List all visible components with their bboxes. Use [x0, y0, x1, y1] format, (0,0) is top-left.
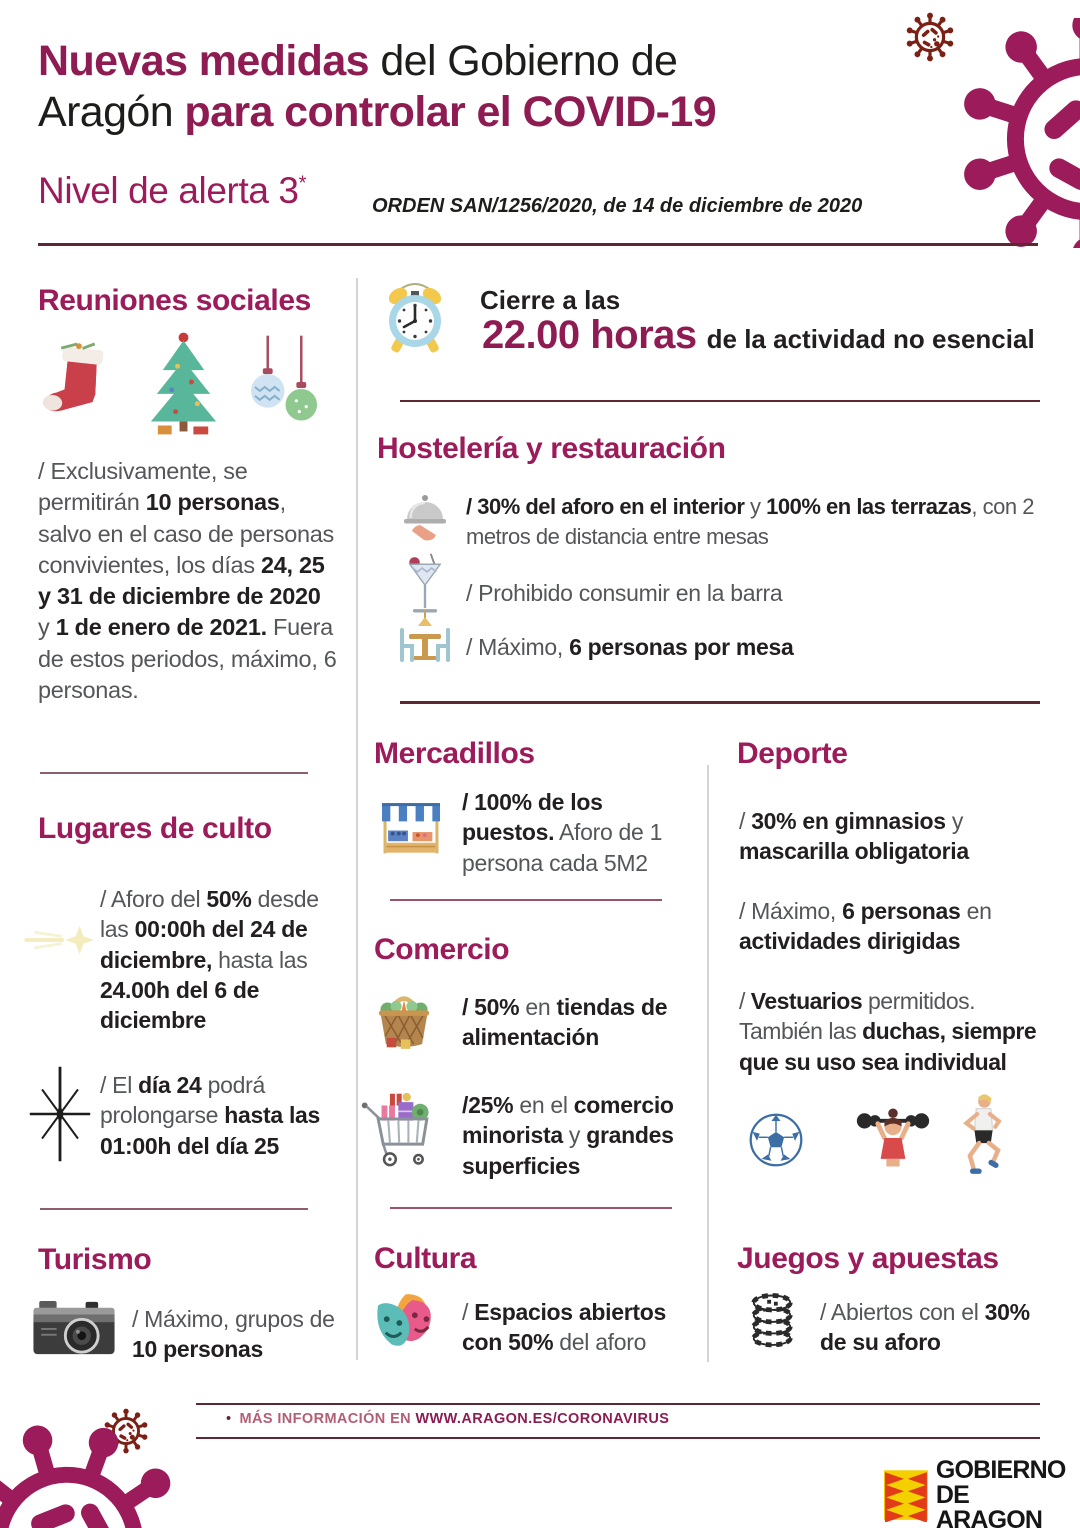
closure-intro: Cierre a las	[480, 285, 621, 315]
comercio-bullet-2: /25% en el comercio minorista y grandes superficies	[462, 1092, 674, 1179]
poker-chips-icon	[748, 1292, 796, 1348]
section-title-reuniones: Reuniones sociales	[38, 284, 311, 317]
footer-info-link[interactable]: WWW.ARAGON.ES/CORONAVIRUS	[415, 1411, 670, 1427]
deporte-bullet-1: / 30% en gimnasios y mascarilla obligatoria	[739, 808, 969, 865]
footer-info-text: MÁS INFORMACIÓN EN	[239, 1411, 416, 1427]
header-divider	[38, 243, 1038, 246]
section-title-comercio: Comercio	[374, 933, 510, 966]
section-title-culto: Lugares de culto	[38, 812, 272, 845]
section-title-cultura: Cultura	[374, 1242, 477, 1275]
footer-info	[226, 1411, 669, 1427]
hosteleria-bullet-3: / Máximo, 6 personas por mesa	[466, 634, 794, 660]
column-divider-right	[707, 765, 709, 1362]
hosteleria-divider	[400, 701, 1040, 704]
page-title	[38, 36, 716, 138]
market-stall-icon	[382, 800, 440, 858]
aragon-flag-icon	[884, 1470, 928, 1522]
gobierno-aragon-logo	[884, 1458, 1080, 1528]
section-title-hosteleria: Hostelería y restauración	[377, 432, 726, 465]
section-title-deporte: Deporte	[737, 737, 848, 770]
shopping-cart-icon	[358, 1088, 442, 1170]
logo-text: GOBIERNO DE ARAGON	[935, 1456, 1066, 1528]
weightlifter-icon	[852, 1098, 934, 1176]
left-divider-1	[40, 772, 308, 774]
section-title-juegos: Juegos y apuestas	[737, 1242, 999, 1275]
title-line-1: Nuevas medidas del Gobierno de	[38, 37, 678, 85]
theater-masks-icon	[372, 1292, 446, 1354]
christmas-baubles-icon	[248, 335, 322, 435]
alarm-clock-icon	[383, 280, 447, 354]
footer-divider-top	[196, 1403, 1040, 1405]
closure-line	[482, 313, 1035, 358]
soccer-ball-icon	[748, 1112, 804, 1168]
reuniones-text: / Exclusivamente, se permitirán 10 personas, salvo en el caso de personas convivientes, los días 24, 25 y 31 de diciembre de 2020 y 1 de enero de 2021. Fuera de estos periodos, máximo, 6 personas.	[38, 458, 337, 703]
closure-divider	[400, 400, 1040, 402]
closure-detail: de la actividad no esencial	[706, 324, 1035, 354]
christmas-stocking-icon	[40, 340, 108, 432]
juegos-bullet-1: / Abiertos con el 30% de su aforo	[820, 1299, 1030, 1356]
section-title-mercadillos: Mercadillos	[374, 737, 535, 770]
camera-icon	[30, 1300, 118, 1356]
mercadillos-divider	[390, 899, 662, 901]
turismo-bullet-1: / Máximo, grupos de 10 personas	[132, 1306, 335, 1363]
alert-level: Nivel de alerta 3*	[38, 170, 306, 211]
comercio-bullet-1: / 50% en tiendas de alimentación	[462, 994, 668, 1051]
hosteleria-bullet-1: / 30% del aforo en el interior y 100% en las terrazas, con 2 metros de distancia entre mesas	[466, 494, 1034, 550]
footer-bullet: •	[226, 1411, 232, 1427]
table-chairs-icon	[396, 610, 454, 668]
large-virus-footer-icon	[0, 1418, 192, 1528]
culto-bullet-1: / Aforo del 50% desde las 00:00h del 24 de diciembre, hasta las 24.00h del 6 de diciembre	[100, 886, 319, 1034]
column-divider-left	[356, 278, 358, 1360]
mercadillos-bullet-1: / 100% de los puestos. Aforo de 1 persona cada 5M2	[462, 789, 663, 876]
small-virus-icon	[905, 12, 955, 62]
deporte-bullet-2: / Máximo, 6 personas en actividades dirigidas	[739, 898, 992, 955]
grocery-basket-icon	[374, 986, 434, 1052]
comercio-divider	[390, 1207, 672, 1209]
christmas-tree-icon	[142, 330, 226, 438]
alert-asterisk: *	[298, 172, 306, 195]
title-line-2: Aragón para controlar el COVID-19	[38, 88, 717, 136]
serving-dish-icon	[402, 490, 448, 544]
culto-bullet-2: / El día 24 podrá prolongarse hasta las 01:00h del día 25	[100, 1072, 321, 1159]
left-divider-2	[40, 1208, 308, 1210]
large-virus-icon	[952, 18, 1080, 248]
order-reference: ORDEN SAN/1256/2020, de 14 de diciembre de 2020	[372, 195, 863, 217]
closure-time: 22.00 horas	[482, 313, 697, 357]
runner-icon	[950, 1092, 1008, 1176]
deporte-bullet-3: / Vestuarios permitidos. También las duchas, siempre que su uso sea individual	[739, 988, 1037, 1075]
section-title-turismo: Turismo	[38, 1243, 152, 1276]
bethlehem-star-icon	[26, 1066, 94, 1162]
shooting-star-icon	[24, 920, 96, 960]
hosteleria-bullet-2: / Prohibido consumir en la barra	[466, 580, 783, 606]
footer-divider-bottom	[196, 1437, 1040, 1439]
cultura-bullet-1: / Espacios abiertos con 50% del aforo	[462, 1299, 666, 1356]
